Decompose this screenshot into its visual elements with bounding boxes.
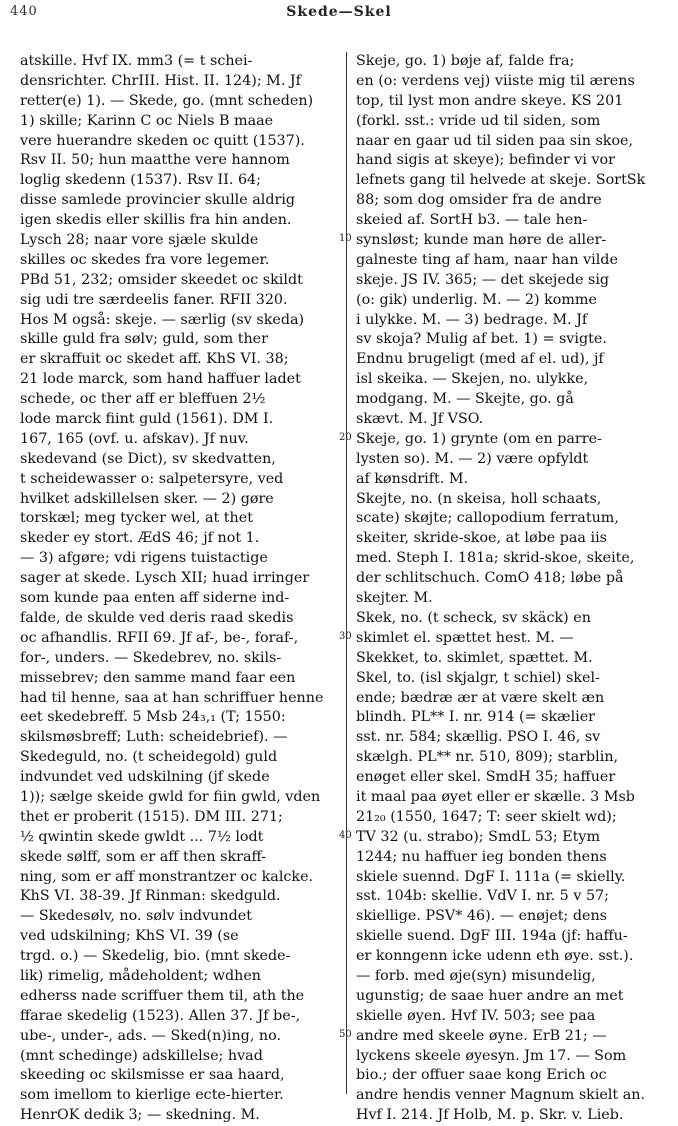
text-line: (o: gik) underlig. M. — 2) komme <box>356 291 597 308</box>
left-column <box>20 52 342 1126</box>
text-line: Rsv II. 50; hun maatthe vere hannom <box>20 152 290 169</box>
text-line: skielle øyen. Hvf IV. 503; see paa <box>356 1007 596 1024</box>
text-line: sv skoja? Mulig af bet. 1) = svigte. <box>356 331 607 348</box>
text-line: skedevand (se Dict), sv skedvatten, <box>20 450 276 467</box>
text-line: modgang. M. — Skejte, go. gå <box>356 391 574 408</box>
text-line: — forb. med øje(syn) misundelig, <box>356 967 596 984</box>
text-line: loglig skedenn (1537). Rsv II. 64; <box>20 172 261 189</box>
text-line: Skel, to. (isl skjalgr, t schiel) skel- <box>356 669 600 686</box>
text-line: lyckens skeele øyesyn. Jm 17. — Som <box>356 1047 627 1064</box>
text-line: Skedeguld, no. (t scheidegold) guld <box>20 749 278 766</box>
text-line: 167, 165 (ovf. u. afskav). Jf nuv. <box>20 430 249 447</box>
text-line: scate) skøjte; callopodium ferratum, <box>356 510 619 527</box>
line-number: 50 <box>339 1029 352 1041</box>
text-line: 21₂₀ (1550, 1647; T: seer skielt wd); <box>356 808 617 825</box>
text-line: edherss nade scriffuer them til, ath the <box>20 987 305 1004</box>
text-line: lik) rimelig, mådeholdent; wdhen <box>20 967 262 984</box>
text-line: blindh. PL** I. nr. 914 (= skælier <box>356 709 596 726</box>
text-line: i ulykke. M. — 3) bedrage. M. Jf <box>356 311 588 328</box>
text-line: falde, de skulde ved deris raad skedis <box>20 609 294 626</box>
text-line: af kønsdrift. M. <box>356 470 469 487</box>
text-line: Skekket, to. skimlet, spættet. M. <box>356 649 593 666</box>
text-line: skævt. M. Jf VSO. <box>356 411 484 428</box>
text-line: top, til lyst mon andre skeye. KS 201 <box>356 92 624 109</box>
text-line: med. Steph I. 181a; skrid-skoe, skeite, <box>356 550 635 567</box>
text-line: sig udi tre særdeelis faner. RFII 320. <box>20 291 288 308</box>
text-line: indvundet ved udskilning (jf skede <box>20 769 270 786</box>
text-line: t scheidewasser o: salpetersyre, ved <box>20 470 284 487</box>
text-line: 21 lode marck, som hand haffuer ladet <box>20 371 301 388</box>
text-line: lefnets gang til helvede at skeje. SortSk <box>356 172 646 189</box>
text-line: disse samlede provincier skulle aldrig <box>20 192 296 209</box>
text-line: synsløst; kunde man høre de aller- <box>356 232 607 249</box>
text-line: ved udskilning; KhS VI. 39 (se <box>20 928 239 945</box>
text-line: skejter. M. <box>356 590 433 607</box>
text-line: ning, som er aff monstrantzer oc kalcke. <box>20 868 314 885</box>
text-line: skille guld fra sølv; guld, som ther <box>20 331 268 348</box>
text-line: lysten so). M. — 2) være opfyldt <box>356 450 589 467</box>
text-line: igen skedis eller skillis fra hin anden. <box>20 212 292 229</box>
text-line: vere huerandre skeden oc quitt (1537). <box>20 132 305 149</box>
text-line: hvilket adskillelsen sker. — 2) gøre <box>20 490 274 507</box>
text-line: andre med skeele øyne. ErB 21; — <box>356 1027 607 1044</box>
column-divider <box>346 52 347 1094</box>
text-line: atskille. Hvf IX. mm3 (= t schei- <box>20 53 253 69</box>
text-line: andre hendis venner Magnum skielt an. <box>356 1087 646 1104</box>
text-line: PBd 51, 232; omsider skeedet oc skildt <box>20 271 303 288</box>
text-line: Skeje, go. 1) bøje af, falde fra; <box>356 53 575 69</box>
line-number: 20 <box>339 432 352 444</box>
text-line: sager at skede. Lysch XII; huad irringer <box>20 570 310 587</box>
text-line: missebrev; den samme mand faar een <box>20 669 296 686</box>
text-line: densrichter. ChrIII. Hist. II. 124); M. Jf <box>20 72 301 89</box>
running-head <box>0 4 678 24</box>
text-line: naar en gaar ud til siden paa sin skoe, <box>356 132 634 149</box>
text-line: thet er proberit (1515). DM III. 271; <box>20 808 283 825</box>
text-line: skiele suennd. DgF I. 111a (= skielly. <box>356 868 626 885</box>
text-line: Hvf I. 214. Jf Holb, M. p. Skr. v. Lieb. <box>356 1107 624 1124</box>
text-line: torskæl; meg tycker wel, at thet <box>20 510 253 527</box>
text-line: galneste ting af ham, naar han vilde <box>356 251 618 268</box>
text-line: skiellige. PSV* 46). — enøjet; dens <box>356 908 608 925</box>
text-line: eet skedebreff. 5 Msb 24₃,₁ (T; 1550: <box>20 709 286 726</box>
page-number: 440 <box>10 4 38 19</box>
text-line: isl skeika. — Skejen, no. ulykke, <box>356 371 589 388</box>
text-line: ½ qwintin skede gwldt ... 7½ lodt <box>20 828 264 845</box>
text-line: (mnt schedinge) adskillelse; hvad <box>20 1047 263 1064</box>
line-number: 40 <box>339 830 352 842</box>
text-line: skimlet el. spættet hest. M. — <box>356 629 574 646</box>
text-line: TV 32 (u. strabo); SmdL 53; Etym <box>356 828 601 845</box>
text-line: 1)); sælge skeide gwld for fiin gwld, vden <box>20 788 321 805</box>
text-line: hand sigis at skeye); befinder vi vor <box>356 152 615 169</box>
text-line: sst. nr. 584; skællig. PSO I. 46, sv <box>356 729 601 746</box>
text-line: KhS VI. 38-39. Jf Rinman: skedguld. <box>20 888 281 905</box>
text-line: skælgh. PL** nr. 510, 809); starblin, <box>356 749 619 766</box>
text-line: trgd. o.) — Skedelig, bio. (mnt skede- <box>20 948 291 965</box>
text-line: it maal paa øyet eller er skælle. 3 Msb <box>356 788 635 805</box>
text-line: schede, oc ther aff er bleffuen 2½ <box>20 391 266 408</box>
text-line: skilles oc skedes fra vore legemer. <box>20 251 270 268</box>
text-line: er konngenn icke udenn eth øye. sst.). <box>356 948 634 965</box>
line-number: 10 <box>339 233 352 245</box>
text-line: sst. 104b: skellie. VdV I. nr. 5 v 57; <box>356 888 609 905</box>
text-line: — 3) afgøre; vdi rigens tuistactige <box>20 550 268 567</box>
text-line: had til henne, saa at han schriffuer henne <box>20 689 324 706</box>
text-line: HenrOK dedik 3; — skedning. M. <box>20 1107 260 1124</box>
text-line: skielle suend. DgF III. 194a (jf: haffu- <box>356 928 628 945</box>
text-line: 1244; nu haffuer ieg bonden thens <box>356 848 607 865</box>
text-line: 1) skille; Karinn C oc Niels B maae <box>20 112 274 129</box>
text-line: Skejte, no. (n skeisa, holl schaats, <box>356 490 602 507</box>
text-line: retter(e) 1). — Skede, go. (mnt scheden) <box>20 92 314 109</box>
text-line: en (o: verdens vej) viiste mig til ærens <box>356 72 635 89</box>
text-line: ugunstig; de saae huer andre an met <box>356 987 624 1004</box>
text-line: skeje. JS IV. 365; — det skejede sig <box>356 271 610 288</box>
text-line: skeied af. SortH b3. — tale hen- <box>356 212 588 229</box>
text-line: — Skedesølv, no. sølv indvundet <box>20 908 252 925</box>
right-column <box>356 52 668 1126</box>
text-line: Skek, no. (t scheck, sv skäck) en <box>356 609 591 626</box>
text-line: skeder ey stort. ÆdS 46; jf not 1. <box>20 530 260 547</box>
text-line: Hos M også: skeje. — særlig (sv skeda) <box>20 311 305 328</box>
text-line: er skraffuit oc skedet aff. KhS VI. 38; <box>20 351 289 368</box>
line-number: 30 <box>339 631 352 643</box>
text-line: skeiter, skride-skoe, at løbe paa iis <box>356 530 607 547</box>
text-line: skede sølff, som er aff then skraff- <box>20 848 266 865</box>
text-line: 88; som dog omsider fra de andre <box>356 192 602 209</box>
text-line: skeeding oc skilsmisse er saa haard, <box>20 1067 285 1084</box>
text-line: enøget eller skel. SmdH 35; haffuer <box>356 769 616 786</box>
text-line: som kunde paa enten aff siderne ind- <box>20 590 290 607</box>
text-line: Skeje, go. 1) grynte (om en parre- <box>356 430 602 447</box>
text-line: ffarae skedelig (1523). Allen 37. Jf be-, <box>20 1007 301 1024</box>
text-line: der schlitschuch. ComO 418; løbe på <box>356 570 624 587</box>
text-line: Endnu brugeligt (med af el. ud), jf <box>356 351 604 368</box>
text-line: oc afhandlis. RFII 69. Jf af-, be-, foraf-, <box>20 629 299 646</box>
text-line: skilsmøsbreff; Luth: scheidebrief). — <box>20 729 288 746</box>
text-line: Lysch 28; naar vore sjæle skulde <box>20 232 259 249</box>
text-line: som imellom to kierlige ecte-hierter. <box>20 1087 284 1104</box>
text-line: for-, unders. — Skedebrev, no. skils- <box>20 649 282 666</box>
text-line: bio.; der offuer saae kong Erich oc <box>356 1067 607 1084</box>
text-line: ende; bædræ ær at være skelt æn <box>356 689 605 706</box>
text-line: lode marck fiint guld (1561). DM I. <box>20 411 274 428</box>
page-title: Skede—Skel <box>286 4 392 20</box>
text-line: ube-, under-, ads. — Sked(n)ing, no. <box>20 1027 282 1044</box>
text-line: (forkl. sst.: vride ud til siden, som <box>356 112 601 129</box>
